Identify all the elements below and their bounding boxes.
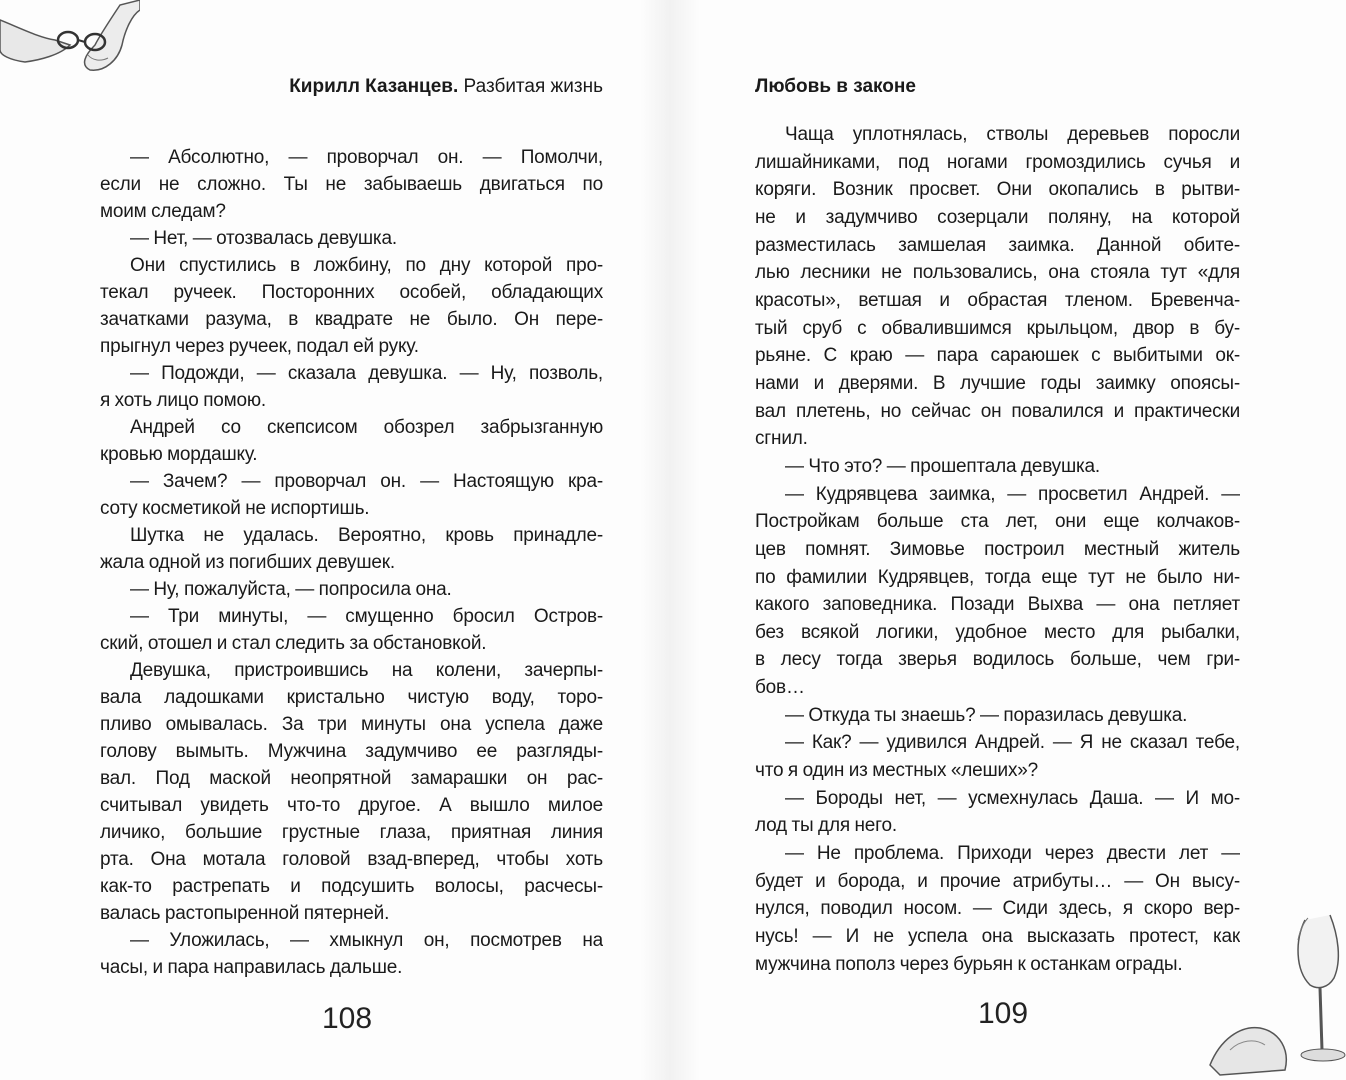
text-line: в лесу тогда зверья водилось больше, чем гри-: [755, 649, 1240, 671]
text-line: рьяне. С краю — пара сараюшек с выбитыми ок-: [755, 345, 1240, 367]
text-line: лод ты для него.: [755, 815, 897, 837]
text-line: Андрей со скепсисом обозрел забрызганную: [130, 417, 603, 438]
text-line: кровью мордашку.: [100, 444, 258, 465]
text-line: — Не проблема. Приходи через двести лет —: [785, 843, 1240, 865]
text-line: нусь! — И не успела она высказать протест, как: [755, 926, 1240, 948]
text-line: — Что это? — прошептала девушка.: [785, 455, 1100, 477]
text-line: личико, большие грустные глаза, приятная линия: [100, 822, 603, 843]
text-line: соту косметикой не испортишь.: [100, 498, 370, 519]
text-line: Они спустились в ложбину, по дну которой про-: [130, 255, 603, 276]
text-line: если не сложно. Ты не забываешь двигаться по: [100, 174, 603, 195]
running-header-right: Любовь в законе: [755, 76, 916, 97]
text-line: валась растопыренной пятерней.: [100, 903, 390, 924]
text-line: я хоть лицо помою.: [100, 390, 267, 411]
text-line: будет и борода, и прочие атрибуты… — Он высу-: [755, 870, 1240, 892]
text-line: — Ну, пожалуйста, — попросила она.: [130, 579, 452, 600]
text-line: вал. Под маской неопрятной замарашки он рас-: [100, 768, 603, 789]
running-header-left: [289, 76, 603, 98]
text-line: текал ручеек. Посторонних особей, обладающих: [100, 282, 603, 303]
header-book-title: Разбитая жизнь: [463, 76, 603, 97]
header-author: Кирилл Казанцев.: [289, 76, 459, 97]
text-line: нулся, поводил носом. — Сиди здесь, я скоро вер-: [755, 898, 1240, 920]
text-line: вал плетень, но сейчас он повалился и практически: [755, 400, 1240, 422]
text-line: сгнил.: [755, 428, 808, 450]
text-line: ский, отошел и стал следить за обстановкой.: [100, 633, 487, 654]
text-line: — Кудрявцева заимка, — просветил Андрей. —: [785, 483, 1240, 505]
text-line: — Уложилась, — хмыкнул он, посмотрев на: [130, 930, 603, 951]
text-line: рта. Она мотала головой взад-вперед, чтобы хоть: [100, 849, 603, 870]
book-gutter: [640, 0, 700, 1080]
text-line: жала одной из погибших девушек.: [100, 552, 395, 573]
text-line: красоты», ветшая и обрастая тленом. Бревенча-: [755, 289, 1240, 311]
text-line: Шутка не удалась. Вероятно, кровь принадле-: [130, 525, 603, 546]
wine-glass-illustration: [1200, 900, 1346, 1080]
text-line: — Зачем? — проворчал он. — Настоящую кра-: [130, 471, 603, 492]
text-line: Постройкам больше ста лет, они еще колчаков-: [755, 511, 1240, 533]
text-line: без всякой логики, удобное место для рыбалки,: [755, 621, 1240, 643]
text-line: лишайниками, под ногами громоздились сучья и: [755, 151, 1240, 173]
text-line: — Подожди, — сказала девушка. — Ну, позволь,: [130, 363, 603, 384]
text-line: пливо омывалась. За три минуты она успела даже: [100, 714, 603, 735]
text-line: вала ладошками кристально чистую воду, торо-: [100, 687, 603, 708]
text-line: — Как? — удивился Андрей. — Я не сказал тебе,: [785, 732, 1240, 754]
text-line: нами и дверями. В лучшие годы заимку опоясы-: [755, 372, 1240, 394]
text-line: мужчина пополз через бурьян к останкам ограды.: [755, 953, 1183, 975]
text-line: — Нет, — отозвалась девушка.: [130, 228, 397, 249]
right-page-text: [755, 121, 1240, 978]
text-line: — Три минуты, — смущенно бросил Остров-: [130, 606, 603, 627]
text-line: как-то растрепать и подсушить волосы, расчесы-: [100, 876, 603, 897]
text-line: зачатками разума, в квадрате не было. Он пере-: [100, 309, 603, 330]
handcuffed-hands-illustration: [0, 0, 140, 75]
text-line: по фамилии Кудрявцев, тогда еще тут не было ни-: [755, 566, 1240, 588]
text-line: Девушка, пристроившись на колени, зачерпы-: [130, 660, 603, 681]
text-line: цев помнят. Зимовье построил местный житель: [755, 538, 1240, 560]
text-line: разместилась замшелая заимка. Данной обите-: [755, 234, 1240, 256]
text-line: — Абсолютно, — проворчал он. — Помолчи,: [130, 147, 603, 168]
text-line: коряги. Возник просвет. Они окопались в рытви-: [755, 179, 1240, 201]
text-line: считывал увидеть что-то другое. А вышло милое: [100, 795, 603, 816]
left-page-text: [100, 144, 603, 981]
text-line: бов…: [755, 677, 805, 699]
text-line: Чаща уплотнялась, стволы деревьев поросли: [785, 124, 1240, 145]
page-number-left: 108: [322, 1002, 373, 1035]
text-line: прыгнул через ручеек, подал ей руку.: [100, 336, 419, 357]
text-line: моим следам?: [100, 201, 226, 222]
text-line: голову вымыть. Мужчина задумчиво ее разгляды-: [100, 741, 603, 762]
text-line: — Откуда ты знаешь? — поразилась девушка.: [785, 704, 1188, 726]
page-number-right: 109: [978, 997, 1029, 1030]
text-line: тый сруб с обвалившимся крыльцом, двор в бу-: [755, 317, 1240, 339]
text-line: часы, и пара направилась дальше.: [100, 957, 403, 978]
text-line: что я один из местных «леших»?: [755, 760, 1038, 782]
text-line: какого заповедника. Позади Выхва — она петляет: [755, 594, 1240, 616]
text-line: — Бороды нет, — усмехнулась Даша. — И мо-: [785, 787, 1240, 809]
text-line: лью лесники не пользовались, она стояла тут «для: [755, 262, 1240, 284]
text-line: не и задумчиво созерцали поляну, на которой: [755, 206, 1240, 228]
